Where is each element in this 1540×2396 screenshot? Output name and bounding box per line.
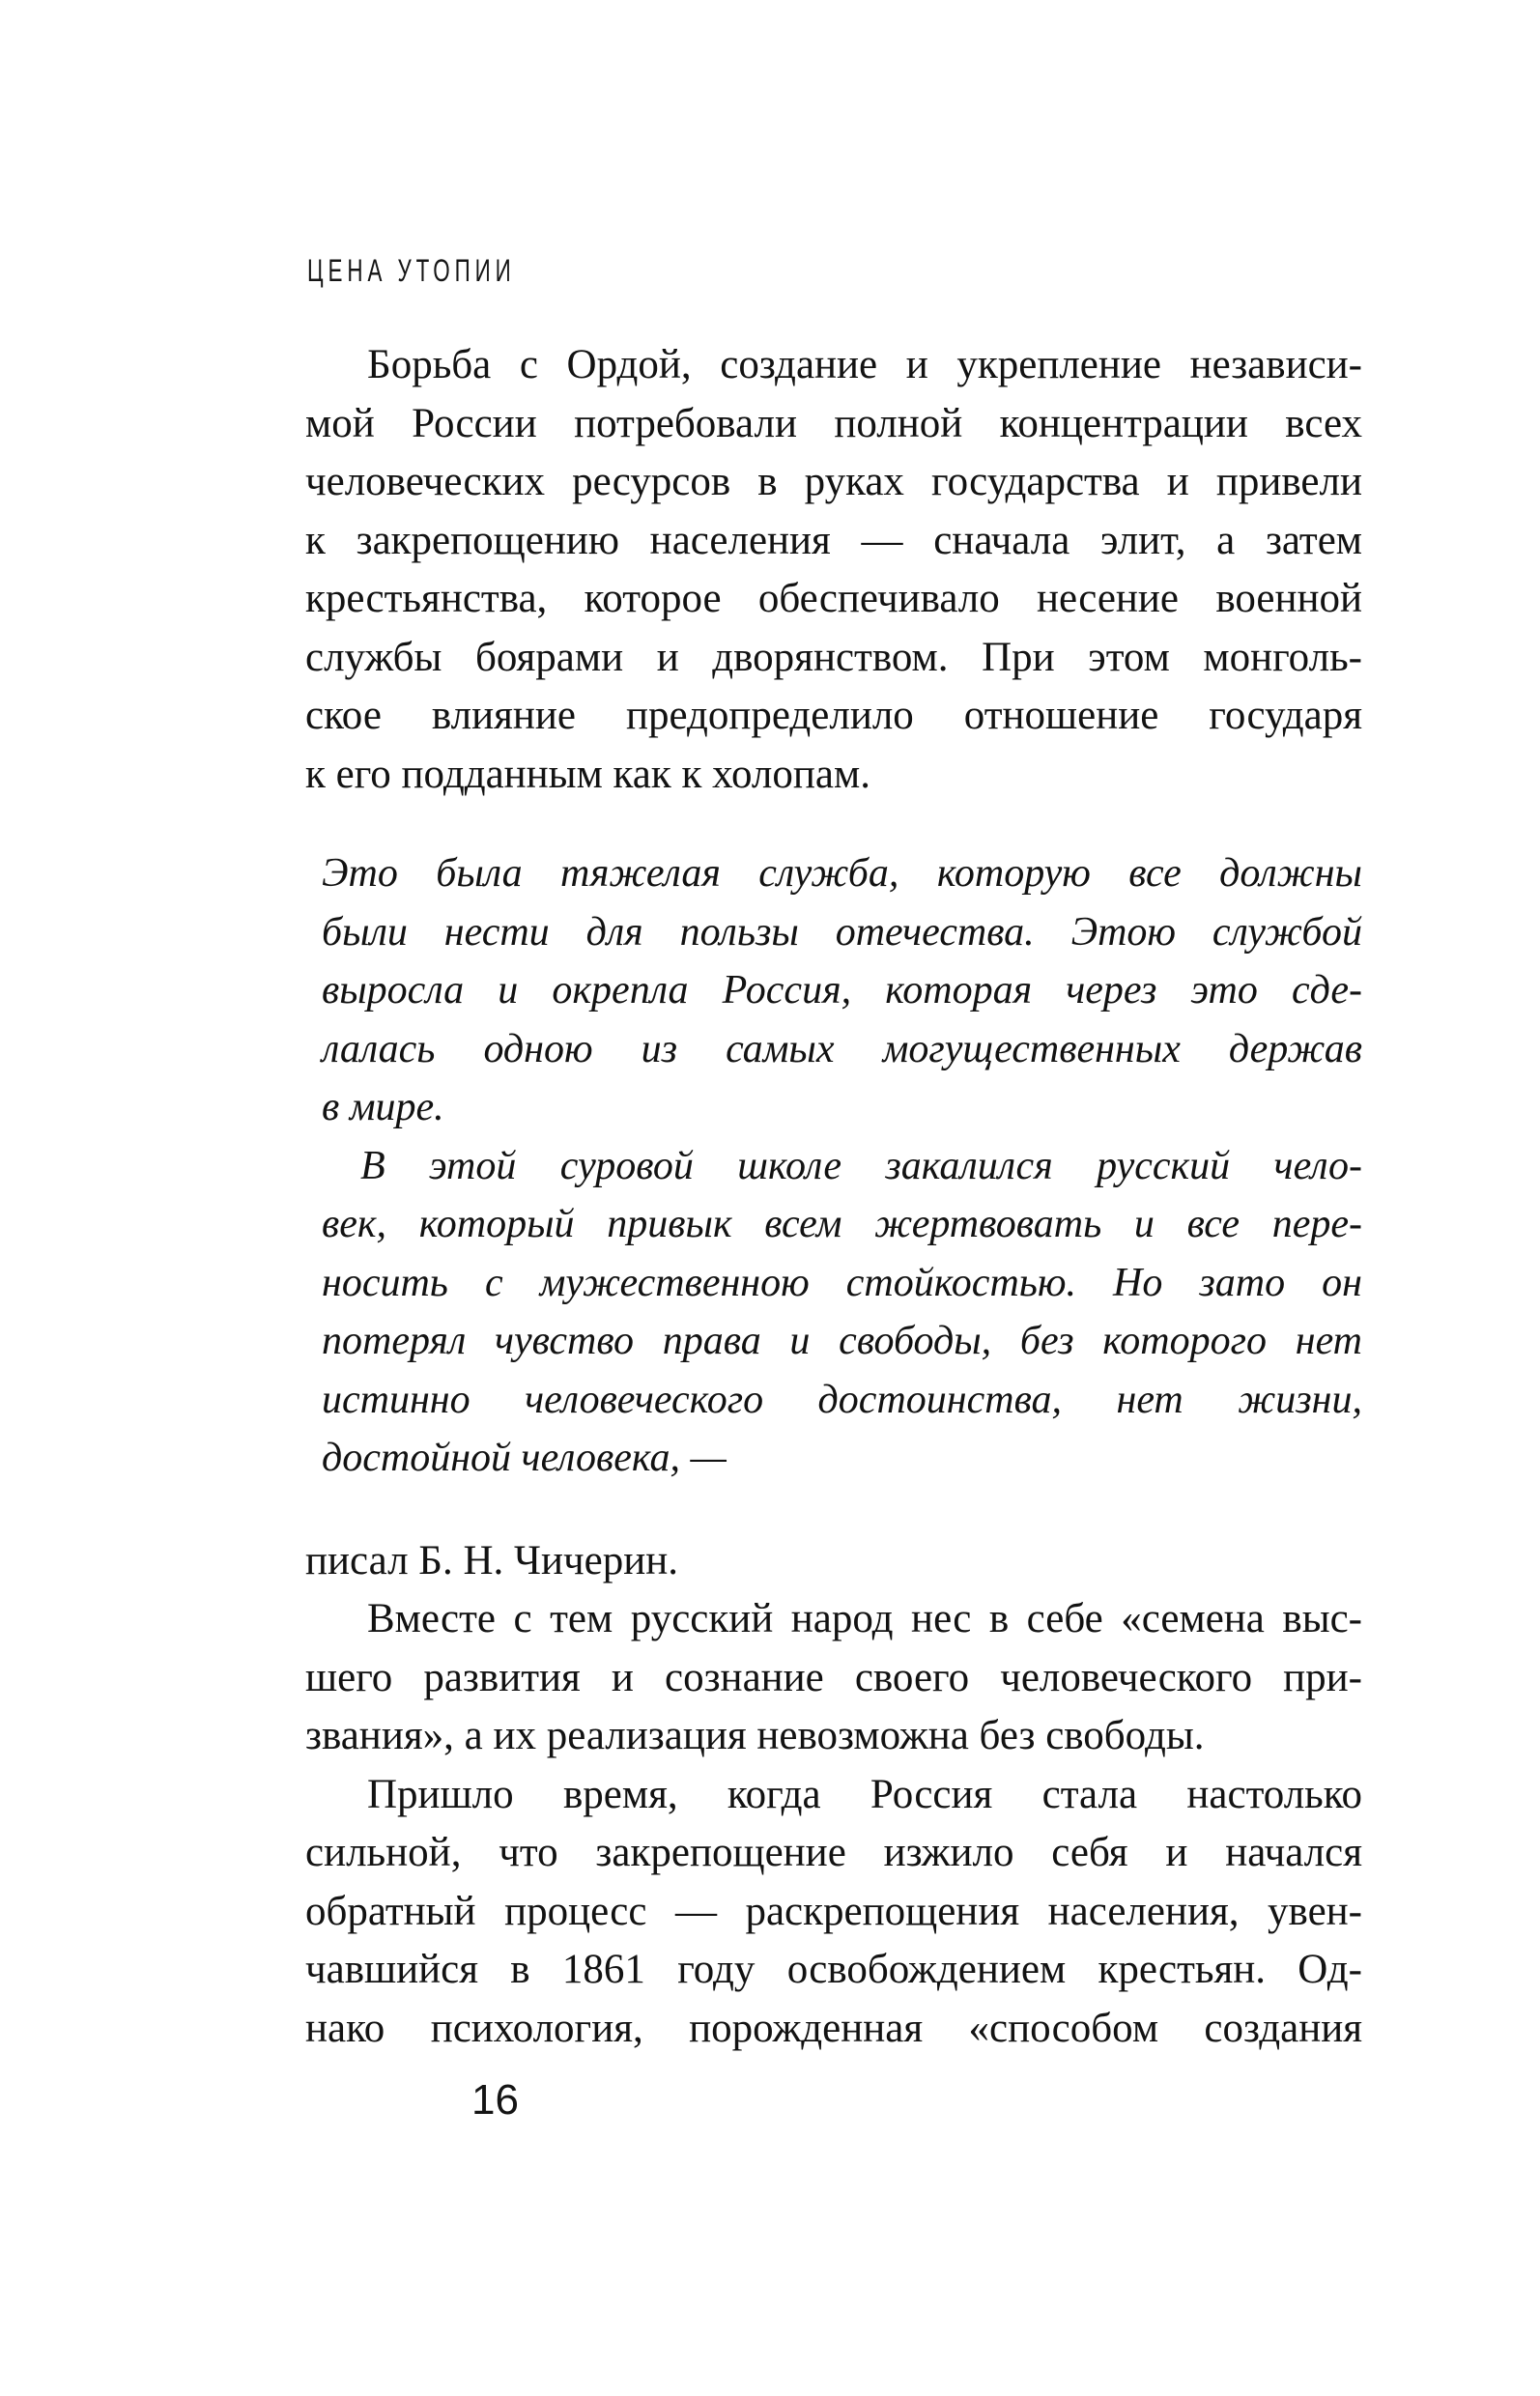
quote-paragraph xyxy=(322,1137,1362,1488)
text-line: Это была тяжелая служба, которую все должны xyxy=(322,851,1362,896)
text-line: достойной человека, — xyxy=(322,1436,727,1480)
text-line: писал Б. Н. Чичерин. xyxy=(305,1537,678,1583)
text-line: чавшийся в 1861 году освобождением крестьян. Од- xyxy=(305,1947,1362,1992)
text-line: службы боярами и дворянством. При этом монголь- xyxy=(305,634,1362,680)
text-line: В этой суровой школе закалился русский чело- xyxy=(360,1143,1362,1188)
text-line: ское влияние предопределило отношение государя xyxy=(305,693,1362,738)
text-line: Борьба с Ордой, создание и укрепление независи- xyxy=(367,342,1362,387)
page-number: 16 xyxy=(471,2076,519,2124)
text-line: обратный процесс — раскрепощения населения, увен- xyxy=(305,1888,1362,1934)
text-line: потерял чувство права и свободы, без которого нет xyxy=(322,1319,1362,1363)
text-line: носить с мужественною стойкостью. Но зато он xyxy=(322,1260,1362,1305)
text-line: шего развития и сознание своего человеческого при- xyxy=(305,1654,1362,1700)
paragraph-prishlo xyxy=(305,1766,1362,2059)
text-line: выросла и окрепла Россия, которая через это сде- xyxy=(322,968,1362,1013)
text-block xyxy=(305,336,1362,2058)
text-line: Пришло время, когда Россия стала настолько xyxy=(367,1771,1362,1817)
text-line: мой России потребовали полной концентрации всех xyxy=(305,400,1362,446)
text-line: в мире. xyxy=(322,1085,444,1129)
paragraph-narod xyxy=(305,1590,1362,1766)
quote-paragraph xyxy=(322,844,1362,1137)
text-line: были нести для пользы отечества. Этою службой xyxy=(322,909,1362,955)
text-line: звания», а их реализация невозможна без свободы. xyxy=(305,1713,1205,1758)
paragraph-intro xyxy=(305,336,1362,804)
paragraph-attribution xyxy=(305,1532,1362,1591)
text-line: к закрепощению населения — сначала элит, а затем xyxy=(305,517,1362,563)
text-line: человеческих ресурсов в руках государства и привели xyxy=(305,459,1362,504)
text-line: сильной, что закрепощение изжило себя и начался xyxy=(305,1830,1362,1875)
text-line: нако психология, порожденная «способом создания xyxy=(305,2005,1362,2051)
text-line: лалась одною из самых могущественных держав xyxy=(322,1026,1362,1071)
block-quote xyxy=(305,844,1362,1488)
running-head: ЦЕНА УТОПИИ xyxy=(307,253,516,288)
text-line: крестьянства, которое обеспечивало несение военной xyxy=(305,576,1362,621)
text-line: истинно человеческого достоинства, нет жизни, xyxy=(322,1377,1362,1422)
text-line: Вместе с тем русский народ нес в себе «семена выс- xyxy=(367,1596,1362,1641)
text-line: к его подданным как к холопам. xyxy=(305,751,870,797)
text-line: век, который привык всем жертвовать и все пере- xyxy=(322,1202,1362,1246)
